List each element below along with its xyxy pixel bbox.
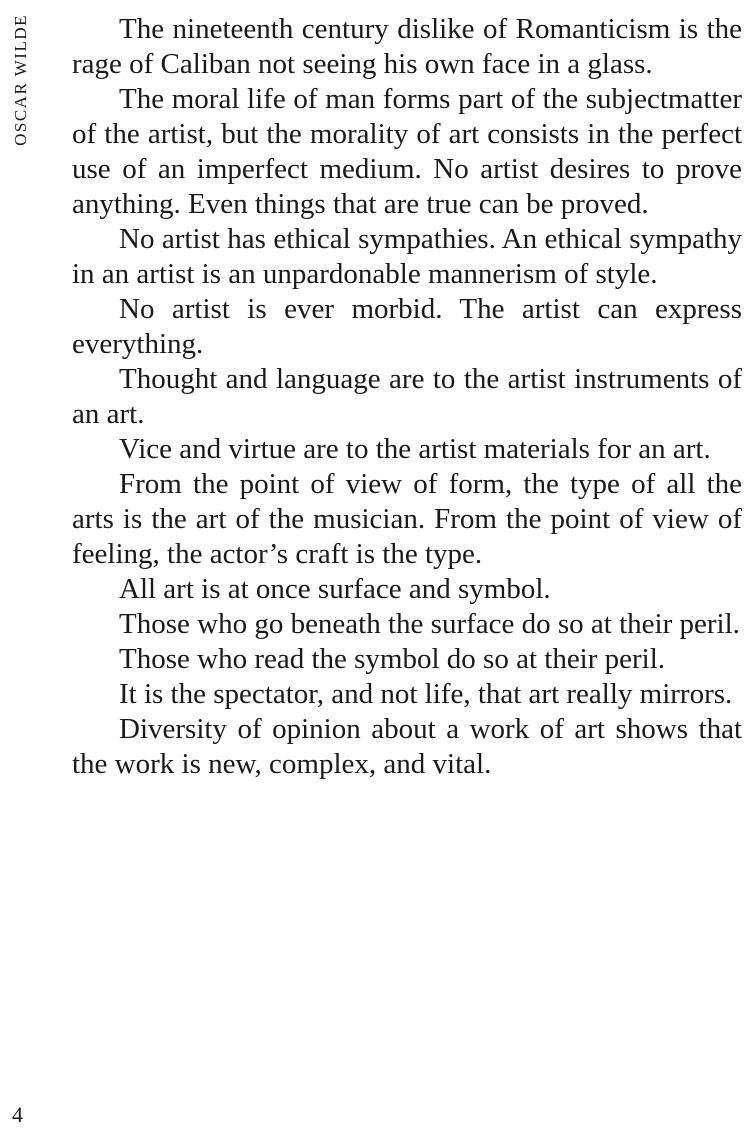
paragraph: Vice and virtue are to the artist materials for an art. xyxy=(119,433,711,465)
paragraph: From the point of view of form, the type of all the arts is the art of the musician. From the point of view of feeling, the actor’s craft is the type. xyxy=(72,468,742,570)
paragraph: No artist is ever morbid. The artist can express everything. xyxy=(72,293,742,360)
paragraph: All art is at once surface and symbol. xyxy=(119,573,551,605)
paragraph: The moral life of man forms part of the subjectmatter of the artist, but the morality of art consists in the perfect use of an imperfect medium. No artist desires to prove anything. Even things that are true can be proved. xyxy=(72,83,742,220)
running-head xyxy=(6,14,36,194)
body-text xyxy=(72,12,742,782)
paragraph: Those who go beneath the surface do so at their peril. xyxy=(119,608,740,640)
paragraph: It is the spectator, and not life, that art really mirrors. xyxy=(119,678,733,710)
page-number: 4 xyxy=(12,1102,23,1127)
paragraph: Diversity of opinion about a work of art shows that the work is new, complex, and vital. xyxy=(72,713,742,780)
paragraph: The nineteenth century dislike of Romanticism is the rage of Caliban not seeing his own face in a glass. xyxy=(72,13,742,80)
paragraph: No artist has ethical sympathies. An ethical sympathy in an artist is an unpardonable mannerism of style. xyxy=(72,223,742,290)
paragraph: Those who read the symbol do so at their peril. xyxy=(119,643,666,675)
paragraph: Thought and language are to the artist instruments of an art. xyxy=(72,363,742,430)
running-head-text: OSCAR WILDE xyxy=(11,14,30,146)
